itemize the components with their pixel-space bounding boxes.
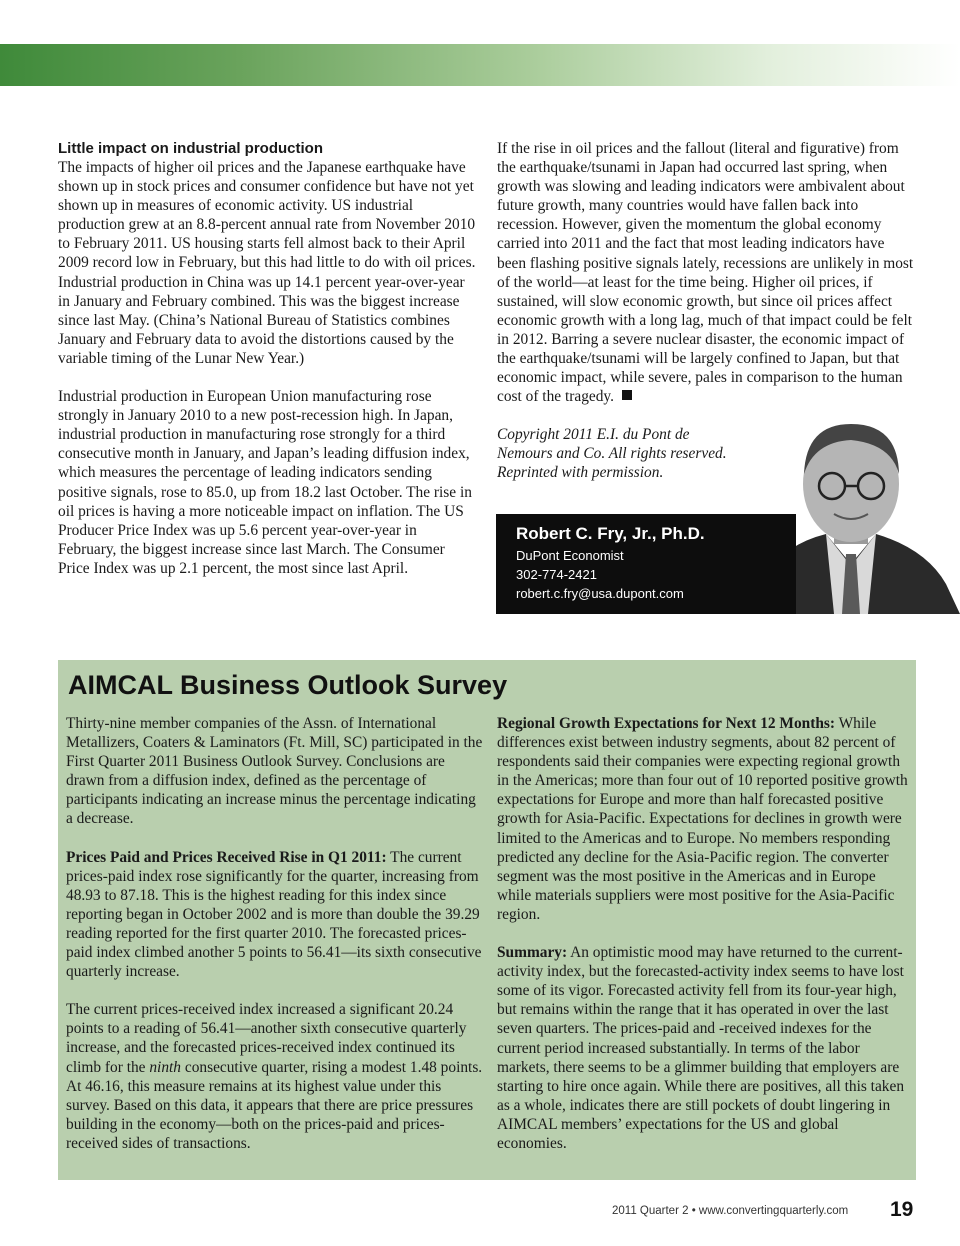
copyright-line: Nemours and Co. All rights reserved.: [497, 445, 727, 463]
article-paragraph: The impacts of higher oil prices and the Japanese earthquake have shown up in stock prices and consumer confidence but have not yet shown up in measures of economic activity. US industrial production grew at an 8.8-percent annual rate from November 2010 to February 2011. US housing starts fell almost back to their April 2009 record low in February, but this had little to do with oil prices. Industrial production in China was up 14.1 percent year-over-year in January and February combined. This was the biggest increase since last May. (China’s National Bureau of Statistics combines January and February data to avoid the distortions caused by the variable timing of the Lunar New Year.): [58, 159, 476, 367]
author-title: DuPont Economist: [516, 548, 624, 563]
paragraph-lead: Summary:: [497, 944, 568, 962]
survey-box: [58, 660, 916, 1180]
article-text: If the rise in oil prices and the fallout (literal and figurative) from the earthquake/tsunami in Japan had occurred last spring, when growth was slowing and leading indicators were ambivalent about future growth, many countries would have fallen back into recession. However, given the momentum the global economy carried into 2011 and the fact that most leading indicators have been flashing positive signals lately, recessions are unlikely in most of the world—at least for the time being. Higher oil prices, if sustained, will slow economic growth, but since oil prices affect economic growth with a long lag, much of that impact could be felt in 2012. Barring a severe nuclear disaster, the economic impact of the earthquake/tsunami will be largely confined to Japan, but that economic impact, while severe, pales in comparison to the human cost of the tragedy.: [497, 140, 914, 406]
emphasis-text: ninth: [149, 1058, 181, 1076]
left-article-column: [58, 139, 478, 578]
paragraph-text: While differences exist between industry segments, about 82 percent of respondents said their companies were expecting regional growth in the Americas; more than four out of 10 reported positive growth expectations for Europe and more than half forecasted positive growth for Asia-Pacific. Expectations for declines in growth were limited to the Americas and to Europe. No members responding predicted any decline for the Asia-Pacific region. The converter segment was the most positive in the Americas and in Europe while materials suppliers were most positive for the Asia-Pacific region.: [497, 715, 908, 923]
copyright-line: Reprinted with permission.: [497, 464, 664, 482]
footer-publication-info: 2011 Quarter 2 • www.convertingquarterly.com: [612, 1205, 849, 1217]
paragraph-text: The current prices-received index increased a significant 20.24 points to a reading of 56.41—another sixth consecutive quarterly increase, and the forecasted prices-received index continued its climb for the: [66, 1001, 467, 1076]
survey-paragraph: [497, 943, 909, 1153]
survey-paragraph: [66, 848, 484, 982]
header-green-gradient-bar: [0, 44, 960, 86]
article-paragraph: Industrial production in European Union manufacturing rose strongly in January 2010 to a new post-recession high. In Japan, industrial production in manufacturing rose strongly for a third consecutive month in January, and Japan’s leading diffusion index, which measures the percentage of leading indicators sending positive signals, rose to 85.0, up from 18.2 last October. The rise in oil prices is having a more noticeable impact on inflation. The US Producer Price Index was up 5.6 percent year-over-year in February, the biggest increase since last March. The Consumer Price Index was up 2.1 percent, the most since last April.: [58, 388, 472, 577]
paragraph-text: The current prices-paid index rose significantly for the quarter, increasing from 48.93 to 87.18. This is the highest reading for this index since reporting began in October 2002 and is more than double the 39.29 reading reported for the first quarter 2010. The forecasted prices-paid index climbed another 5 points to 56.41—its sixth consecutive quarterly increase.: [66, 848, 482, 981]
survey-title: AIMCAL Business Outlook Survey: [68, 670, 508, 700]
author-email: robert.c.fry@usa.dupont.com: [516, 586, 684, 601]
survey-left-column: [66, 714, 484, 1153]
paragraph-lead: Regional Growth Expectations for Next 12 Months:: [497, 715, 836, 732]
author-name-card: [496, 514, 796, 614]
survey-paragraph: [66, 1000, 484, 1153]
paragraph-text: consecutive quarter, rising a modest 1.48 points. At 46.16, this measure remains at its highest value under this survey. Based on this data, it appears that there are price pressures building in the economy—both on the prices-paid and prices-received sides of transactions.: [66, 1058, 483, 1152]
survey-paragraph: [497, 714, 909, 924]
survey-right-column: [497, 714, 909, 1153]
survey-paragraph: Thirty-nine member companies of the Assn. of International Metallizers, Coaters & Laminators (Ft. Mill, SC) participated in the First Quarter 2011 Business Outlook Survey. Conclusions are drawn from a diffusion index, defined as the percentage of participants indicating an increase minus the percentage indicating a decrease.: [66, 715, 483, 828]
paragraph-text: An optimistic mood may have returned to the current-activity index, but the forecasted-activity index seems to have lost some of its vigor. Forecasted activity fell from its four-year high, but remains within the range that it has operated in over the last seven quarters. The prices-paid and -received indexes for the current period increased substantially. In terms of the labor markets, there seems to be a glimmer building that employers are starting to hire once again. While there are positives, all this taken as a whole, indicates there are still pockets of doubt lingering in AIMCAL members’ expectations for the US and global economies.: [497, 944, 905, 1152]
paragraph-lead: Prices Paid and Prices Received Rise in Q1 2011:: [66, 848, 387, 866]
right-article-column: [497, 139, 917, 406]
author-name: Robert C. Fry, Jr., Ph.D.: [516, 524, 705, 543]
author-phone: 302-774-2421: [516, 567, 597, 582]
end-of-article-mark: [622, 390, 632, 400]
page-number: 19: [890, 1198, 914, 1221]
copyright-line: Copyright 2011 E.I. du Pont de: [497, 426, 690, 443]
article-paragraph: [497, 139, 917, 406]
section-heading: Little impact on industrial production: [58, 140, 323, 157]
